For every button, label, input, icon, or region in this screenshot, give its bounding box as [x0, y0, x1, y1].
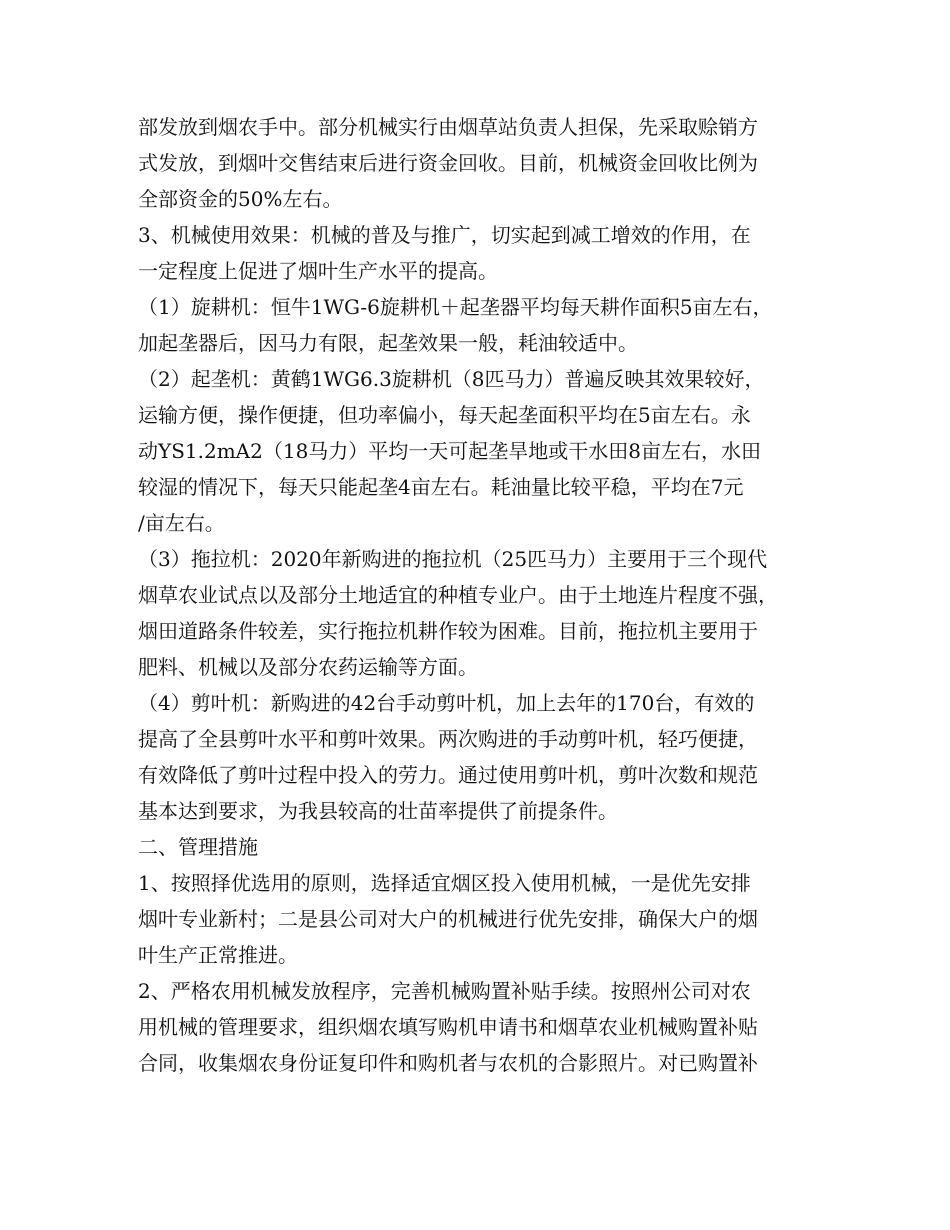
text-line: 动YS1.2mA2（18马力）平均一天可起垄旱地或干水田8亩左右，水田: [138, 439, 762, 463]
text-line: （1）旋耕机：恒牛1WG-6旋耕机＋起垄器平均每天耕作面积5亩左右，: [138, 295, 773, 319]
section-heading: 二、管理措施: [138, 835, 258, 859]
document-body: [138, 109, 838, 1081]
text-line: 一定程度上促进了烟叶生产水平的提高。: [138, 259, 498, 283]
text-line: 1、按照择优选用的原则，选择适宜烟区投入使用机械，一是优先安排: [138, 871, 751, 895]
text-line: 肥料、机械以及部分农药运输等方面。: [138, 655, 478, 679]
text-line: /亩左右。: [138, 511, 225, 535]
text-line: 2、严格农用机械发放程序，完善机械购置补贴手续。按照州公司对农: [138, 979, 751, 1003]
text-line: （4）剪叶机：新购进的42台手动剪叶机，加上去年的170台，有效的: [138, 691, 755, 715]
text-line: 烟叶专业新村；二是县公司对大户的机械进行优先安排，确保大户的烟: [138, 907, 758, 931]
text-line: 部发放到烟农手中。部分机械实行由烟草站负责人担保，先采取赊销方: [138, 115, 758, 139]
text-line: （3）拖拉机：2020年新购进的拖拉机（25匹马力）主要用于三个现代: [138, 547, 768, 571]
text-line: 烟田道路条件较差，实行拖拉机耕作较为困难。目前，拖拉机主要用于: [138, 619, 758, 643]
text-line: 叶生产正常推进。: [138, 943, 298, 967]
text-line: 加起垄器后，因马力有限，起垄效果一般，耗油较适中。: [138, 331, 638, 355]
text-line: 烟草农业试点以及部分土地适宜的种植专业户。由于土地连片程度不强，: [138, 583, 778, 607]
text-line: 有效降低了剪叶过程中投入的劳力。通过使用剪叶机，剪叶次数和规范: [138, 763, 758, 787]
text-line: 较湿的情况下，每天只能起垄4亩左右。耗油量比较平稳，平均在7元: [138, 475, 744, 499]
text-line: 全部资金的50%左右。: [138, 187, 343, 211]
text-line: 3、机械使用效果：机械的普及与推广，切实起到减工增效的作用，在: [138, 223, 751, 247]
text-line: 式发放，到烟叶交售结束后进行资金回收。目前，机械资金回收比例为: [138, 151, 758, 175]
text-line: 基本达到要求，为我县较高的壮苗率提供了前提条件。: [138, 799, 618, 823]
text-line: 用机械的管理要求，组织烟农填写购机申请书和烟草农业机械购置补贴: [138, 1015, 758, 1039]
text-line: 提高了全县剪叶水平和剪叶效果。两次购进的手动剪叶机，轻巧便捷，: [138, 727, 758, 751]
text-line: （2）起垄机：黄鹤1WG6.3旋耕机（8匹马力）普遍反映其效果较好，: [138, 367, 765, 391]
text-line: 合同，收集烟农身份证复印件和购机者与农机的合影照片。对已购置补: [138, 1051, 758, 1075]
text-line: 运输方便，操作便捷，但功率偏小，每天起垄面积平均在5亩左右。永: [138, 403, 751, 427]
